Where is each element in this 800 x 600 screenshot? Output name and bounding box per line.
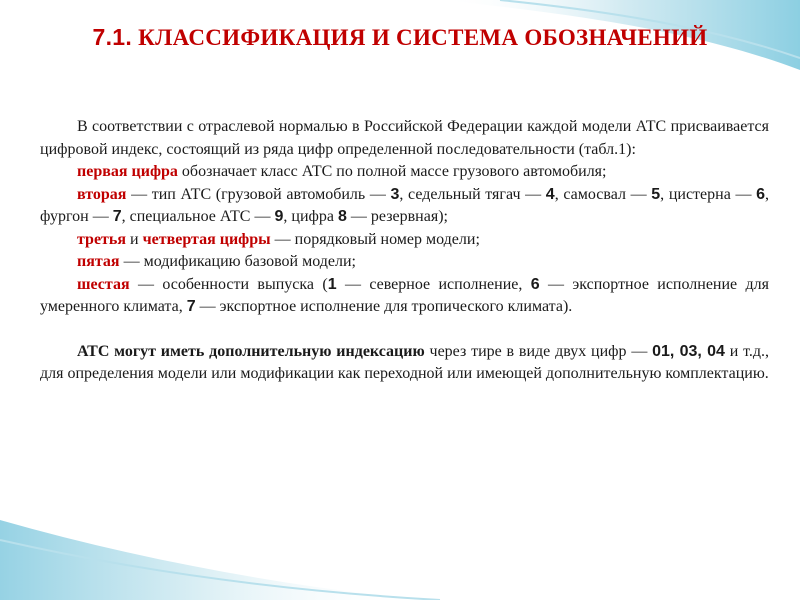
sixth-digit-label: шестая bbox=[77, 275, 130, 293]
extra-codes: 01, 03, 04 bbox=[652, 342, 725, 360]
second-digit-text: , фургон — bbox=[40, 185, 770, 225]
bottom-left-swoosh bbox=[0, 520, 420, 600]
fourth-digit-label: четвертая цифры bbox=[142, 230, 271, 248]
second-digit-text: , самосвал — bbox=[554, 185, 652, 203]
fifth-digit-text: — модификацию базовой модели; bbox=[119, 253, 356, 270]
second-digit-text: — резервная); bbox=[346, 208, 448, 225]
code-9: 9 bbox=[274, 208, 284, 225]
extra-indexing-text: через тире в виде двух цифр — bbox=[424, 342, 653, 360]
sixth-digit-text: — северное исполнение, bbox=[336, 275, 531, 293]
digit-third-fourth-item bbox=[40, 229, 769, 252]
digit-sixth-item bbox=[40, 274, 769, 319]
code-6-export: 6 bbox=[530, 275, 540, 293]
first-digit-label: первая цифра bbox=[77, 163, 178, 180]
extra-indexing-text: и т.д., для определения модели или модификации как переходной или имеющей дополнительную комплектацию. bbox=[40, 342, 770, 382]
code-6: 6 bbox=[756, 185, 766, 203]
code-7-tropical: 7 bbox=[186, 298, 196, 315]
second-digit-text: , цистерна — bbox=[660, 185, 757, 203]
extra-indexing-bold: АТС могут иметь дополнительную индексацию bbox=[77, 342, 425, 360]
digit-fifth-item bbox=[40, 251, 769, 274]
title-text: КЛАССИФИКАЦИЯ И СИСТЕМА ОБОЗНАЧЕНИЙ bbox=[138, 25, 708, 50]
third-digit-text: — порядковый номер модели; bbox=[270, 230, 480, 248]
code-7: 7 bbox=[112, 208, 122, 225]
code-8: 8 bbox=[337, 208, 347, 225]
intro-paragraph: В соответствии с отраслевой нормалью в Российской Федерации каждой модели АТС присваивается цифровой индекс, состоящий из ряда цифр определенной последовательности (табл.1): bbox=[40, 118, 769, 158]
second-digit-text: , цифра bbox=[283, 208, 338, 225]
code-4: 4 bbox=[545, 185, 555, 203]
digit-first-item bbox=[40, 161, 769, 184]
content-body bbox=[40, 116, 769, 386]
code-1: 1 bbox=[327, 275, 337, 293]
second-digit-label: вторая bbox=[77, 185, 127, 203]
digit-second-item bbox=[40, 184, 769, 229]
third-digit-label: третья bbox=[77, 230, 127, 248]
fifth-digit-label: пятая bbox=[77, 253, 120, 270]
extra-indexing-paragraph bbox=[40, 341, 769, 386]
second-digit-text: — тип АТС (грузовой автомобиль — bbox=[126, 185, 391, 203]
slide-title bbox=[60, 22, 740, 53]
code-3: 3 bbox=[390, 185, 400, 203]
second-digit-text: , седельный тягач — bbox=[399, 185, 546, 203]
code-5: 5 bbox=[651, 185, 661, 203]
sixth-digit-text: — особенности выпуска ( bbox=[129, 275, 328, 293]
second-digit-text: , специальное АТС — bbox=[121, 208, 275, 225]
title-number: 7.1. bbox=[92, 24, 133, 50]
conjunction-text: и bbox=[126, 230, 143, 248]
first-digit-text: обозначает класс АТС по полной массе грузового автомобиля; bbox=[177, 163, 607, 180]
sixth-digit-text: — экспортное исполнение для тропического климата). bbox=[195, 298, 573, 315]
sixth-digit-text: — экспортное исполнение для умеренного климата, bbox=[40, 275, 770, 315]
